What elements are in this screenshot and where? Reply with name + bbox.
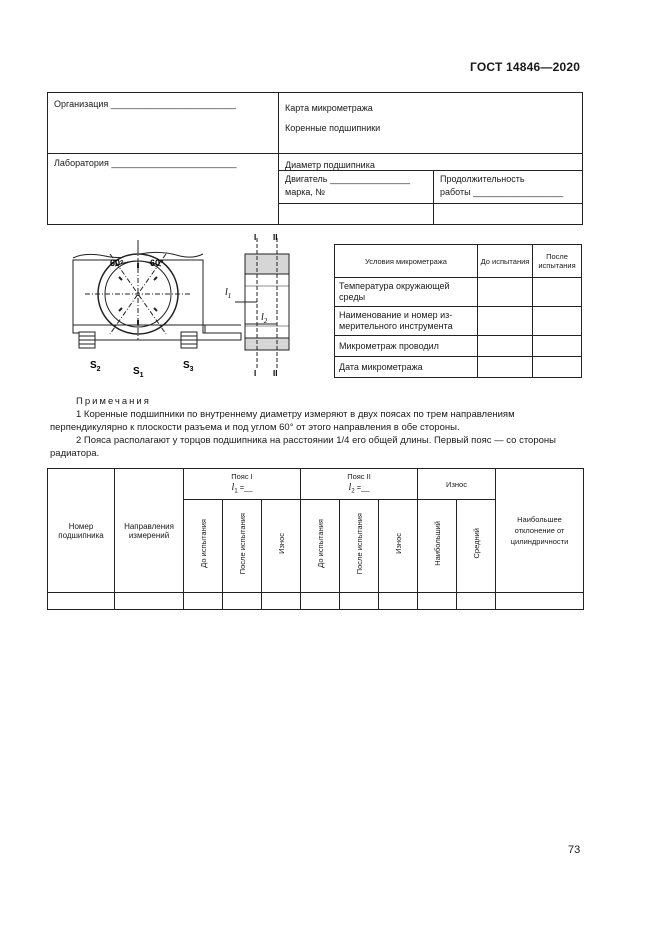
sub-after-label: После испытания: [237, 512, 247, 575]
after-header-label: После испытания: [538, 252, 576, 270]
section-I-bottom: I: [254, 369, 257, 378]
cond-value-cell: [478, 357, 533, 378]
sub-after-2: [340, 500, 379, 593]
dim-l1: $l_1$: [225, 287, 232, 300]
duration-label: Продолжительность: [440, 174, 525, 184]
cond-row-label: Микрометраж проводил: [339, 341, 439, 351]
sub-wear-1: [262, 500, 301, 593]
empty-cell: [496, 593, 584, 610]
cond-value-cell: [478, 336, 533, 357]
belt1-label: Пояс I: [231, 472, 253, 482]
sub-after-label: После испытания: [354, 512, 364, 575]
cond-value-cell: [533, 357, 582, 378]
cond-row-label: Температура окружающей среды: [339, 281, 450, 302]
sub-before-1: [184, 500, 223, 593]
conditions-table: [334, 244, 582, 378]
lab-cell: [48, 154, 279, 225]
empty-cell: [48, 593, 115, 610]
diameter-cell: [279, 154, 583, 171]
belt1-length: $l_1$ =__: [231, 482, 253, 495]
engine-label: Двигатель ________________: [285, 174, 411, 184]
card-title: Карта микрометража: [285, 103, 373, 113]
duration-field: работы __________________: [440, 187, 564, 197]
bearing-no-header: [48, 469, 115, 593]
after-header-cell: [533, 245, 582, 278]
card-cell: [279, 93, 583, 154]
cond-value-cell: [533, 336, 582, 357]
measurement-table: [47, 468, 584, 610]
sub-avg: [457, 500, 496, 593]
duration-cell: [434, 171, 583, 204]
empty-cell: [115, 593, 184, 610]
belt2-label: Пояс II: [347, 472, 371, 482]
cond-row: [335, 357, 478, 378]
sub-max: [418, 500, 457, 593]
lab-label: Лаборатория _________________________: [54, 158, 237, 168]
cond-row: [335, 278, 478, 307]
section-I-top: I: [254, 233, 257, 242]
sub-before-label: До испытания: [315, 519, 325, 568]
cond-value-cell: [533, 307, 582, 336]
engine-value-cell: [279, 204, 434, 225]
cond-row: [335, 336, 478, 357]
card-diameter: Диаметр подшипника: [285, 160, 375, 170]
dim-l2: $l_2$: [261, 312, 268, 325]
sub-before-label: До испытания: [198, 519, 208, 568]
note-2: 2 Пояса располагают у торцов подшипника на расстоянии 1/4 его общей длины. Первый пояс — со стороны радиатора.: [50, 435, 556, 459]
engine-model-label: марка, №: [285, 187, 325, 197]
empty-cell: [301, 593, 340, 610]
section-II-bottom: II: [273, 369, 278, 378]
angle-right-label: 60°: [150, 258, 164, 268]
engine-cell: [279, 171, 434, 204]
duration-value-cell: [434, 204, 583, 225]
before-header-label: До испытания: [480, 256, 530, 266]
org-label: Организация _________________________: [54, 99, 236, 109]
cond-header-label: Условия микрометража: [365, 256, 447, 266]
form-header-table: [47, 92, 583, 225]
label-s3: $S_3$: [183, 360, 194, 373]
cond-header-cell: [335, 245, 478, 278]
section-II-top: II: [273, 233, 278, 242]
empty-cell: [340, 593, 379, 610]
empty-cell: [457, 593, 496, 610]
cond-row-label: Дата микрометража: [339, 362, 423, 372]
cond-row: [335, 307, 478, 336]
label-s1: $S_1$: [133, 366, 144, 378]
org-cell: [48, 93, 279, 154]
directions-header: [115, 469, 184, 593]
cond-value-cell: [533, 278, 582, 307]
note-1: 1 Коренные подшипники по внутреннему диаметру измеряют в двух поясах по трем направлениям перпендикулярно к плоскости разъема и под углом 60° от этого направления в обе стороны.: [50, 409, 515, 433]
empty-cell: [184, 593, 223, 610]
sub-wear-label: Износ: [393, 533, 403, 554]
sub-before-2: [301, 500, 340, 593]
belt2-header: [301, 469, 418, 500]
empty-cell: [418, 593, 457, 610]
directions-label: Направления измерений: [124, 521, 174, 540]
sub-wear-label: Износ: [276, 533, 286, 554]
sub-after-1: [223, 500, 262, 593]
notes-block: [50, 395, 585, 460]
page-number: 73: [568, 844, 581, 856]
sub-avg-label: Средний: [471, 528, 481, 559]
max-deviation-header: [496, 469, 584, 593]
sub-wear-2: [379, 500, 418, 593]
max-deviation-label: Наибольшее отклонение от цилиндричности: [510, 515, 569, 546]
empty-cell: [223, 593, 262, 610]
cond-row-label: Наименование и номер из-мерительного инструмента: [339, 310, 453, 331]
standard-code: ГОСТ 14846—2020: [470, 60, 581, 74]
bearing-figure: [65, 228, 310, 378]
belt2-length: $l_2$ =__: [348, 482, 370, 495]
belt1-header: [184, 469, 301, 500]
sub-max-label: Наибольший: [432, 521, 442, 566]
empty-cell: [379, 593, 418, 610]
label-s2: $S_2$: [90, 360, 101, 373]
card-bearings: Коренные подшипники: [285, 123, 381, 133]
wear-header: [418, 469, 496, 500]
angle-left-label: 60°: [110, 258, 124, 268]
notes-title: Примечания: [76, 396, 151, 407]
before-header-cell: [478, 245, 533, 278]
wear-label: Износ: [446, 479, 467, 489]
bearing-no-label: Номер подшипника: [58, 521, 104, 540]
cond-value-cell: [478, 278, 533, 307]
cond-value-cell: [478, 307, 533, 336]
empty-cell: [262, 593, 301, 610]
